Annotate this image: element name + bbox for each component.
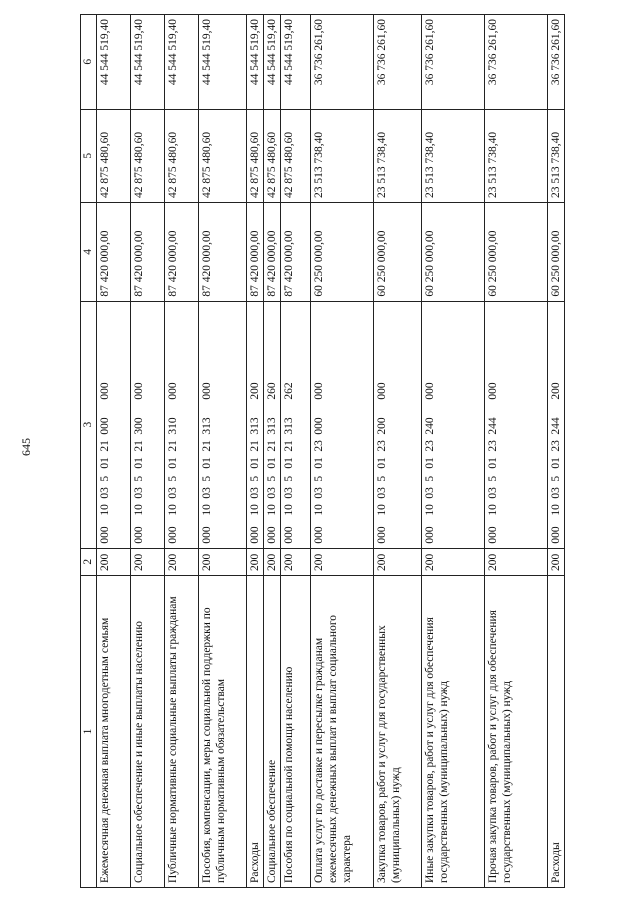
row-executed-amount: 42 875 480,60 xyxy=(281,109,311,202)
budget-code-part: 01 xyxy=(133,457,145,469)
row-remaining-amount: 44 544 519,40 xyxy=(97,15,131,110)
budget-code-part: 10 xyxy=(550,504,562,516)
budget-code-part: 03 xyxy=(249,487,261,499)
budget-code-part: 000 xyxy=(487,526,499,544)
budget-code-part: 5 xyxy=(487,475,499,482)
budget-code-part: 03 xyxy=(133,487,145,499)
budget-code-part: 313 xyxy=(201,417,213,435)
budget-code-parts xyxy=(248,306,262,544)
row-approved-amount: 87 420 000,00 xyxy=(165,203,199,302)
row-budget-code xyxy=(311,301,374,548)
budget-code-part: 01 xyxy=(313,457,325,469)
budget-code-part: 5 xyxy=(266,475,278,482)
budget-code-part: 000 xyxy=(313,417,325,435)
row-name: Расходы xyxy=(247,576,264,888)
budget-code-part: 000 xyxy=(266,526,278,544)
budget-code-part: 313 xyxy=(249,417,261,435)
row-approved-amount: 87 420 000,00 xyxy=(264,203,281,302)
row-name: Закупка товаров, работ и услуг для государственных (муниципальных) нужд xyxy=(374,576,422,888)
row-approved-amount: 60 250 000,00 xyxy=(311,203,374,302)
budget-code-part: 244 xyxy=(550,417,562,435)
row-admin-code: 200 xyxy=(264,548,281,575)
budget-code-part: 03 xyxy=(424,487,436,499)
budget-code-parts xyxy=(200,306,214,544)
row-remaining-amount: 36 736 261,60 xyxy=(374,15,422,110)
budget-code-parts xyxy=(423,306,437,544)
budget-code-part: 5 xyxy=(283,475,295,482)
budget-code-part: 313 xyxy=(283,417,295,435)
budget-code-part: 03 xyxy=(201,487,213,499)
table-row xyxy=(374,15,422,888)
row-approved-amount: 60 250 000,00 xyxy=(422,203,485,302)
row-executed-amount: 42 875 480,60 xyxy=(199,109,247,202)
page-number: 645 xyxy=(19,438,33,456)
budget-code-part: 01 xyxy=(487,457,499,469)
budget-code-parts xyxy=(375,306,389,544)
budget-code-part: 23 xyxy=(313,440,325,452)
budget-code-part: 5 xyxy=(167,475,179,482)
row-approved-amount: 60 250 000,00 xyxy=(485,203,548,302)
budget-code-part: 10 xyxy=(266,504,278,516)
budget-code-part: 21 xyxy=(283,440,295,452)
header-col-2: 2 xyxy=(81,548,97,575)
row-name: Пособия по социальной помощи населению xyxy=(281,576,311,888)
row-executed-amount: 42 875 480,60 xyxy=(131,109,165,202)
budget-code-part: 03 xyxy=(376,487,388,499)
budget-code-part: 21 xyxy=(266,440,278,452)
row-executed-amount: 23 513 738,40 xyxy=(548,109,565,202)
budget-code-part: 01 xyxy=(376,457,388,469)
row-admin-code: 200 xyxy=(165,548,199,575)
budget-code-parts xyxy=(132,306,146,544)
budget-code-part: 000 xyxy=(487,382,499,400)
row-remaining-amount: 44 544 519,40 xyxy=(199,15,247,110)
row-remaining-amount: 44 544 519,40 xyxy=(131,15,165,110)
row-name: Иные закупки товаров, работ и услуг для обеспечения государственных (муниципальных) нужд xyxy=(422,576,485,888)
budget-code-part: 01 xyxy=(424,457,436,469)
budget-code-part: 000 xyxy=(167,526,179,544)
row-budget-code xyxy=(485,301,548,548)
budget-code-part: 10 xyxy=(283,504,295,516)
row-executed-amount: 23 513 738,40 xyxy=(311,109,374,202)
row-budget-code xyxy=(247,301,264,548)
budget-code-part: 10 xyxy=(133,504,145,516)
table-row xyxy=(247,15,264,888)
row-admin-code: 200 xyxy=(548,548,565,575)
header-col-1: 1 xyxy=(81,576,97,888)
row-budget-code xyxy=(281,301,311,548)
budget-code-part: 10 xyxy=(201,504,213,516)
table-row xyxy=(485,15,548,888)
budget-code-part: 000 xyxy=(283,526,295,544)
budget-code-part: 03 xyxy=(283,487,295,499)
budget-code-part: 03 xyxy=(167,487,179,499)
budget-code-part: 21 xyxy=(249,440,261,452)
row-remaining-amount: 44 544 519,40 xyxy=(247,15,264,110)
budget-table xyxy=(80,14,565,888)
budget-code-parts xyxy=(486,306,500,544)
row-approved-amount: 60 250 000,00 xyxy=(548,203,565,302)
table-row xyxy=(548,15,565,888)
row-approved-amount: 87 420 000,00 xyxy=(247,203,264,302)
row-remaining-amount: 44 544 519,40 xyxy=(264,15,281,110)
table-row xyxy=(199,15,247,888)
row-budget-code xyxy=(199,301,247,548)
row-name: Оплата услуг по доставке и пересылке гражданам ежемесячных денежных выплат и выплат социального характера xyxy=(311,576,374,888)
header-col-5: 5 xyxy=(81,109,97,202)
budget-code-part: 01 xyxy=(167,457,179,469)
row-name: Прочая закупка товаров, работ и услуг для обеспечения государственных (муниципальных) нужд xyxy=(485,576,548,888)
budget-code-part: 01 xyxy=(283,457,295,469)
row-budget-code xyxy=(264,301,281,548)
header-col-6: 6 xyxy=(81,15,97,110)
budget-code-part: 000 xyxy=(550,526,562,544)
rotated-table-container xyxy=(80,14,611,888)
budget-code-part: 000 xyxy=(313,526,325,544)
table-row xyxy=(311,15,374,888)
budget-code-parts xyxy=(282,306,296,544)
table-row xyxy=(165,15,199,888)
budget-code-part: 000 xyxy=(133,526,145,544)
budget-code-part: 10 xyxy=(249,504,261,516)
row-approved-amount: 87 420 000,00 xyxy=(131,203,165,302)
budget-code-part: 000 xyxy=(249,526,261,544)
table-body xyxy=(97,15,565,888)
budget-code-part: 260 xyxy=(266,382,278,400)
budget-code-part: 01 xyxy=(266,457,278,469)
row-executed-amount: 42 875 480,60 xyxy=(165,109,199,202)
row-budget-code xyxy=(165,301,199,548)
budget-code-part: 10 xyxy=(376,504,388,516)
row-admin-code: 200 xyxy=(247,548,264,575)
row-name: Публичные нормативные социальные выплаты гражданам xyxy=(165,576,199,888)
row-name: Социальное обеспечение и иные выплаты населению xyxy=(131,576,165,888)
row-executed-amount: 42 875 480,60 xyxy=(97,109,131,202)
budget-code-part: 5 xyxy=(201,475,213,482)
budget-code-part: 000 xyxy=(201,382,213,400)
budget-code-part: 01 xyxy=(99,457,111,469)
budget-code-part: 03 xyxy=(99,487,111,499)
budget-code-part: 300 xyxy=(133,417,145,435)
budget-code-part: 10 xyxy=(487,504,499,516)
row-budget-code xyxy=(548,301,565,548)
budget-code-part: 5 xyxy=(550,475,562,482)
row-admin-code: 200 xyxy=(311,548,374,575)
budget-code-part: 5 xyxy=(376,475,388,482)
table-row xyxy=(281,15,311,888)
budget-code-part: 03 xyxy=(487,487,499,499)
budget-code-part: 000 xyxy=(201,526,213,544)
budget-code-part: 10 xyxy=(167,504,179,516)
budget-code-part: 5 xyxy=(249,475,261,482)
row-budget-code xyxy=(97,301,131,548)
budget-code-parts xyxy=(265,306,279,544)
budget-code-part: 23 xyxy=(550,440,562,452)
row-name: Расходы xyxy=(548,576,565,888)
budget-code-part: 23 xyxy=(376,440,388,452)
budget-code-part: 000 xyxy=(424,382,436,400)
budget-code-part: 5 xyxy=(133,475,145,482)
budget-code-part: 262 xyxy=(283,382,295,400)
budget-code-part: 310 xyxy=(167,417,179,435)
row-approved-amount: 87 420 000,00 xyxy=(97,203,131,302)
row-budget-code xyxy=(422,301,485,548)
row-admin-code: 200 xyxy=(485,548,548,575)
budget-code-parts xyxy=(166,306,180,544)
budget-code-part: 000 xyxy=(99,382,111,400)
table-row xyxy=(422,15,485,888)
budget-code-part: 240 xyxy=(424,417,436,435)
row-executed-amount: 23 513 738,40 xyxy=(485,109,548,202)
budget-code-part: 01 xyxy=(201,457,213,469)
row-approved-amount: 87 420 000,00 xyxy=(199,203,247,302)
row-executed-amount: 42 875 480,60 xyxy=(247,109,264,202)
budget-code-part: 01 xyxy=(249,457,261,469)
row-remaining-amount: 36 736 261,60 xyxy=(311,15,374,110)
budget-code-part: 000 xyxy=(167,382,179,400)
row-name: Ежемесячная денежная выплата многодетным семьям xyxy=(97,576,131,888)
budget-code-part: 01 xyxy=(550,457,562,469)
budget-code-part: 000 xyxy=(99,417,111,435)
row-admin-code: 200 xyxy=(131,548,165,575)
table-row xyxy=(97,15,131,888)
budget-code-part: 23 xyxy=(424,440,436,452)
budget-code-part: 21 xyxy=(167,440,179,452)
budget-code-parts xyxy=(312,306,326,544)
budget-code-part: 21 xyxy=(99,440,111,452)
table-row xyxy=(264,15,281,888)
header-col-3: 3 xyxy=(81,301,97,548)
budget-code-part: 000 xyxy=(313,382,325,400)
budget-code-part: 000 xyxy=(376,382,388,400)
header-row xyxy=(81,15,97,888)
row-admin-code: 200 xyxy=(374,548,422,575)
budget-code-part: 000 xyxy=(133,382,145,400)
row-budget-code xyxy=(374,301,422,548)
row-remaining-amount: 44 544 519,40 xyxy=(165,15,199,110)
budget-code-part: 03 xyxy=(266,487,278,499)
row-name: Социальное обеспечение xyxy=(264,576,281,888)
row-budget-code xyxy=(131,301,165,548)
row-approved-amount: 87 420 000,00 xyxy=(281,203,311,302)
budget-code-part: 5 xyxy=(99,475,111,482)
row-admin-code: 200 xyxy=(199,548,247,575)
row-remaining-amount: 44 544 519,40 xyxy=(281,15,311,110)
budget-code-part: 313 xyxy=(266,417,278,435)
row-executed-amount: 23 513 738,40 xyxy=(422,109,485,202)
budget-code-part: 03 xyxy=(313,487,325,499)
row-executed-amount: 23 513 738,40 xyxy=(374,109,422,202)
budget-code-part: 10 xyxy=(99,504,111,516)
budget-code-part: 21 xyxy=(201,440,213,452)
budget-code-part: 23 xyxy=(487,440,499,452)
budget-code-part: 200 xyxy=(376,417,388,435)
row-admin-code: 200 xyxy=(422,548,485,575)
budget-code-part: 10 xyxy=(424,504,436,516)
table-row xyxy=(131,15,165,888)
budget-code-part: 200 xyxy=(550,382,562,400)
row-approved-amount: 60 250 000,00 xyxy=(374,203,422,302)
row-remaining-amount: 36 736 261,60 xyxy=(485,15,548,110)
row-admin-code: 200 xyxy=(281,548,311,575)
budget-code-part: 5 xyxy=(424,475,436,482)
row-admin-code: 200 xyxy=(97,548,131,575)
budget-code-part: 244 xyxy=(487,417,499,435)
budget-code-part: 000 xyxy=(376,526,388,544)
budget-code-part: 000 xyxy=(424,526,436,544)
header-col-4: 4 xyxy=(81,203,97,302)
budget-code-part: 000 xyxy=(99,526,111,544)
budget-code-parts xyxy=(549,306,563,544)
budget-code-part: 21 xyxy=(133,440,145,452)
budget-code-part: 10 xyxy=(313,504,325,516)
budget-code-part: 5 xyxy=(313,475,325,482)
budget-code-part: 03 xyxy=(550,487,562,499)
row-remaining-amount: 36 736 261,60 xyxy=(422,15,485,110)
budget-code-parts xyxy=(98,306,112,544)
row-name: Пособия, компенсации, меры социальной поддержки по публичным нормативным обязательствам xyxy=(199,576,247,888)
row-executed-amount: 42 875 480,60 xyxy=(264,109,281,202)
row-remaining-amount: 36 736 261,60 xyxy=(548,15,565,110)
budget-code-part: 200 xyxy=(249,382,261,400)
